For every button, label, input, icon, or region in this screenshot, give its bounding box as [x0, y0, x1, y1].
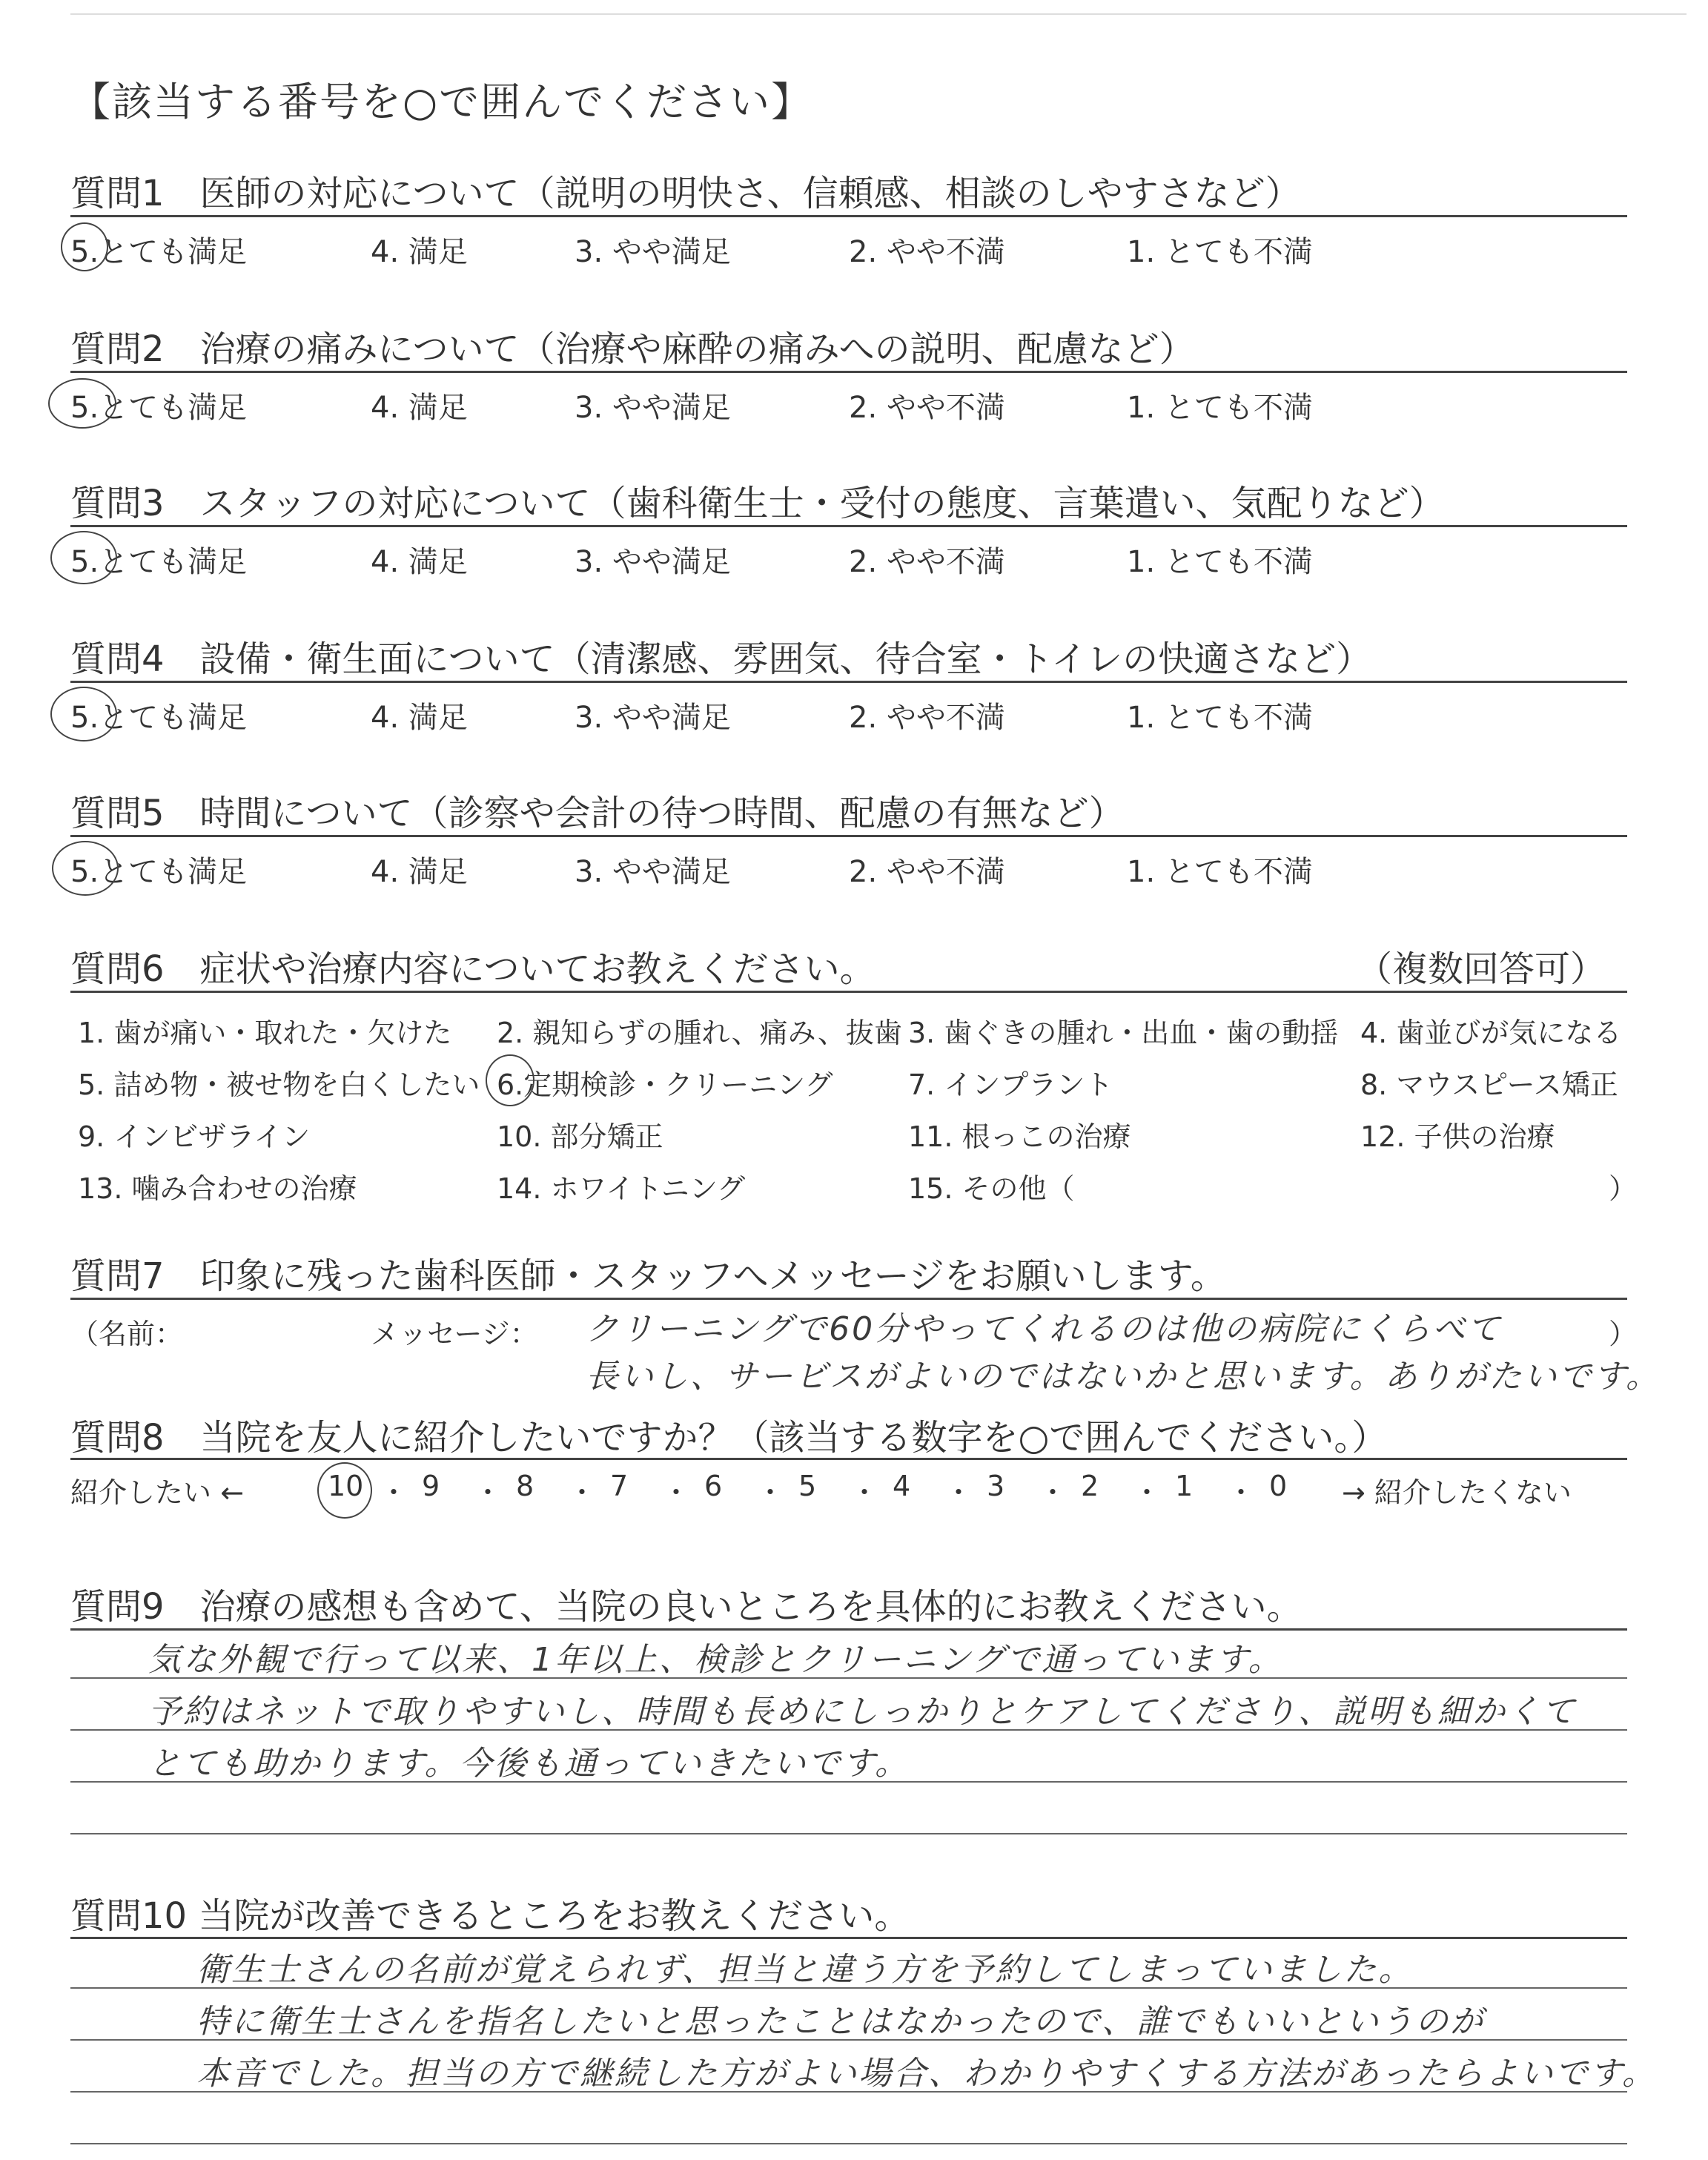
q3-option-2[interactable]: 2. やや不満	[849, 545, 1005, 579]
q7-handwritten-line-1: クリーニングで60分やってくれるのは他の病院にくらべて	[586, 1310, 1503, 1348]
q6-item-15[interactable]: 15. その他（	[908, 1172, 1075, 1205]
q8-separator-dot: ・	[662, 1476, 691, 1509]
q6-item-11[interactable]: 11. 根っこの治療	[908, 1120, 1131, 1153]
q8-number-5[interactable]: 5	[798, 1470, 817, 1502]
q9-handwritten-line-2: 予約はネットで取りやすいし、時間も長めにしっかりとケアしてくださり、説明も細かくて	[148, 1693, 1577, 1731]
q2-option-4[interactable]: 4. 満足	[371, 391, 468, 425]
q6-item-12[interactable]: 12. 子供の治療	[1360, 1120, 1555, 1153]
q1-option-5[interactable]: 5.とても満足	[70, 235, 248, 269]
q8-left-label: 紹介したい ←	[70, 1476, 244, 1509]
question-6-rule	[70, 991, 1627, 993]
q5-option-4[interactable]: 4. 満足	[371, 855, 468, 889]
q8-answer-circle	[317, 1462, 372, 1519]
question-5-title: 質問5 時間について（診察や会計の待つ時間、配慮の有無など）	[70, 793, 1125, 834]
question-1-rule	[70, 215, 1627, 217]
q3-option-5[interactable]: 5.とても満足	[70, 545, 248, 579]
q8-number-9[interactable]: 9	[422, 1470, 440, 1502]
q4-answer-circle	[50, 687, 117, 742]
q8-number-1[interactable]: 1	[1175, 1470, 1194, 1502]
q6-item-13[interactable]: 13. 噛み合わせの治療	[78, 1172, 357, 1205]
q6-item-5[interactable]: 5. 詰め物・被せ物を白くしたい	[78, 1069, 480, 1101]
q5-option-5[interactable]: 5.とても満足	[70, 855, 248, 889]
q6-item-3[interactable]: 3. 歯ぐきの腫れ・出血・歯の動揺	[908, 1017, 1339, 1049]
q8-separator-dot: ・	[850, 1476, 879, 1509]
q2-answer-circle	[48, 378, 116, 429]
q6-item-1[interactable]: 1. 歯が痛い・取れた・欠けた	[78, 1017, 452, 1049]
q6-item-9[interactable]: 9. インビザライン	[78, 1120, 311, 1153]
page-heading: 【該当する番号を○で囲んでください】	[70, 79, 813, 125]
question-9-rule	[70, 1628, 1627, 1631]
q8-separator-dot: ・	[1039, 1476, 1068, 1509]
q8-separator-dot: ・	[568, 1476, 597, 1509]
q6-item-2[interactable]: 2. 親知らずの腫れ、痛み、抜歯	[497, 1017, 902, 1049]
q6-item-15-close: ）	[1609, 1172, 1638, 1205]
q4-option-3[interactable]: 3. やや満足	[575, 701, 731, 735]
question-2-rule	[70, 371, 1627, 373]
question-3-rule	[70, 525, 1627, 527]
q5-option-1[interactable]: 1. とても不満	[1127, 855, 1313, 889]
q9-handwritten-line-1: 気な外観で行って以来、1年以上、検診とクリーニングで通っています。	[148, 1641, 1283, 1679]
question-7-rule	[70, 1298, 1627, 1300]
q4-option-2[interactable]: 2. やや不満	[849, 701, 1005, 735]
q2-option-1[interactable]: 1. とても不満	[1127, 391, 1313, 425]
question-6-title: 質問6 症状や治療内容についてお教えください。	[70, 948, 875, 990]
q2-option-3[interactable]: 3. やや満足	[575, 391, 731, 425]
q5-option-2[interactable]: 2. やや不満	[849, 855, 1005, 889]
q8-separator-dot: ・	[1133, 1476, 1162, 1509]
q6-item-8[interactable]: 8. マウスピース矯正	[1360, 1069, 1618, 1101]
q10-handwritten-line-2: 特に衛生士さんを指名したいと思ったことはなかったので、誰でもいいというのが	[196, 2003, 1486, 2041]
question-4-rule	[70, 681, 1627, 683]
q2-option-5[interactable]: 5.とても満足	[70, 391, 248, 425]
q1-option-3[interactable]: 3. やや満足	[575, 235, 731, 269]
top-border	[70, 13, 1687, 15]
question-8-rule	[70, 1458, 1627, 1460]
q8-separator-dot: ・	[944, 1476, 973, 1509]
q10-write-line-4	[70, 2143, 1627, 2144]
question-1-title: 質問1 医師の対応について（説明の明快さ、信頼感、相談のしやすさなど）	[70, 173, 1301, 214]
question-8-title: 質問8 当院を友人に紹介したいですか？（該当する数字を○で囲んでください。）	[70, 1417, 1388, 1459]
q7-handwritten-line-2: 長いし、サービスがよいのではないかと思います。ありがたいです。	[586, 1358, 1661, 1396]
q8-separator-dot: ・	[474, 1476, 503, 1509]
q8-number-7[interactable]: 7	[610, 1470, 629, 1502]
q1-option-1[interactable]: 1. とても不満	[1127, 235, 1313, 269]
q9-write-line-4	[70, 1833, 1627, 1834]
q4-option-4[interactable]: 4. 満足	[371, 701, 468, 735]
q8-number-4[interactable]: 4	[893, 1470, 911, 1502]
question-4-title: 質問4 設備・衛生面について（清潔感、雰囲気、待合室・トイレの快適さなど）	[70, 638, 1372, 680]
q8-separator-dot: ・	[1227, 1476, 1256, 1509]
q6-item-6[interactable]: 6.定期検診・クリーニング	[497, 1069, 833, 1101]
question-3-title: 質問3 スタッフの対応について（歯科衛生士・受付の態度、言葉遣い、気配りなど）	[70, 483, 1445, 524]
question-10-rule	[70, 1937, 1627, 1939]
q8-number-10[interactable]: 10	[328, 1470, 364, 1502]
q8-separator-dot: ・	[380, 1476, 408, 1509]
q8-number-3[interactable]: 3	[987, 1470, 1005, 1502]
q6-item-10[interactable]: 10. 部分矯正	[497, 1120, 663, 1153]
q1-answer-circle	[61, 222, 108, 271]
q8-separator-dot: ・	[756, 1476, 785, 1509]
q8-right-label: → 紹介したくない	[1342, 1476, 1572, 1509]
q7-close-paren: ）	[1609, 1318, 1638, 1350]
q8-number-8[interactable]: 8	[516, 1470, 534, 1502]
q5-option-3[interactable]: 3. やや満足	[575, 855, 731, 889]
q7-name-label: （名前：	[70, 1318, 184, 1350]
q4-option-5[interactable]: 5.とても満足	[70, 701, 248, 735]
question-9-title: 質問9 治療の感想も含めて、当院の良いところを具体的にお教えください。	[70, 1586, 1302, 1628]
q6-item-7[interactable]: 7. インプラント	[908, 1069, 1113, 1101]
q7-message-label: メッセージ：	[371, 1318, 538, 1350]
q1-option-2[interactable]: 2. やや不満	[849, 235, 1005, 269]
question-10-title: 質問10 当院が改善できるところをお教えください。	[70, 1895, 910, 1937]
question-2-title: 質問2 治療の痛みについて（治療や麻酔の痛みへの説明、配慮など）	[70, 328, 1195, 370]
q3-option-3[interactable]: 3. やや満足	[575, 545, 731, 579]
q6-item-4[interactable]: 4. 歯並びが気になる	[1360, 1017, 1622, 1049]
q3-option-4[interactable]: 4. 満足	[371, 545, 468, 579]
q8-number-2[interactable]: 2	[1081, 1470, 1099, 1502]
q2-option-2[interactable]: 2. やや不満	[849, 391, 1005, 425]
q9-handwritten-line-3: とても助かります。今後も通っていきたいです。	[148, 1745, 910, 1783]
q5-answer-circle	[52, 841, 119, 896]
q6-item-14[interactable]: 14. ホワイトニング	[497, 1172, 746, 1205]
q3-option-1[interactable]: 1. とても不満	[1127, 545, 1313, 579]
question-6-note: （複数回答可）	[1357, 948, 1606, 990]
q8-number-6[interactable]: 6	[704, 1470, 723, 1502]
question-5-rule	[70, 835, 1627, 837]
q10-handwritten-line-1: 衛生士さんの名前が覚えられず、担当と違う方を予約してしまっていました。	[196, 1951, 1414, 1989]
q3-answer-circle	[50, 531, 117, 584]
question-7-title: 質問7 印象に残った歯科医師・スタッフへメッセージをお願いします。	[70, 1255, 1226, 1297]
q6-answer-circle	[486, 1054, 534, 1106]
q10-handwritten-line-3: 本音でした。担当の方で継続した方がよい場合、わかりやすくする方法があったらよいです。	[196, 2055, 1658, 2093]
q4-option-1[interactable]: 1. とても不満	[1127, 701, 1313, 735]
q8-number-0[interactable]: 0	[1269, 1470, 1288, 1502]
q1-option-4[interactable]: 4. 満足	[371, 235, 468, 269]
